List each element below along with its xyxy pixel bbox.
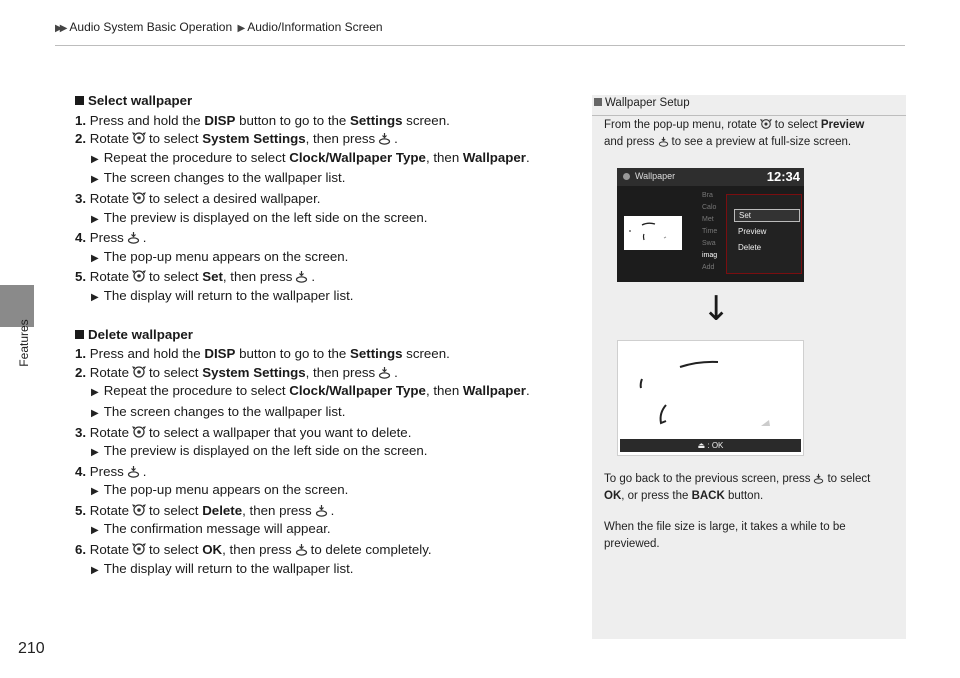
breadcrumb xyxy=(55,20,383,34)
triangle-bullet-icon: ▶ xyxy=(91,564,99,576)
wallpaper-screen-illustration xyxy=(617,168,804,282)
arrow-icon: ▶ xyxy=(237,23,243,34)
step: 2. Rotate to select System Settings, then press . xyxy=(75,364,398,380)
selector-knob-icon xyxy=(132,131,146,145)
step: 5. Rotate to select Delete, then press . xyxy=(75,502,335,518)
sub-step: ▶ Repeat the procedure to select Clock/Wallpaper Type, then Wallpaper. xyxy=(91,383,530,399)
step: 2. Rotate to select System Settings, then press . xyxy=(75,131,398,147)
sub-step: ▶ The preview is displayed on the left side on the screen. xyxy=(91,209,428,225)
double-arrow-icon: ▶▶ xyxy=(55,23,65,34)
step: 1. Press and hold the DISP button to go to the Settings screen. xyxy=(75,346,450,362)
square-bullet-icon xyxy=(75,96,84,105)
selector-knob-icon xyxy=(132,269,146,283)
triangle-bullet-icon: ▶ xyxy=(91,387,99,399)
sub-step: ▶ The pop-up menu appears on the screen. xyxy=(91,248,349,264)
press-knob-icon xyxy=(127,465,140,478)
menu-dot-icon xyxy=(623,173,630,180)
wallpaper-sketch xyxy=(618,341,803,436)
sub-step: ▶ The display will return to the wallpaper list. xyxy=(91,560,354,576)
wallpaper-list-item[interactable]: Swa xyxy=(702,240,716,247)
selector-knob-icon xyxy=(132,503,146,517)
header-divider xyxy=(55,45,905,46)
triangle-bullet-icon: ▶ xyxy=(91,291,99,303)
section-heading: Delete wallpaper xyxy=(75,326,580,345)
step: 1. Press and hold the DISP button to go to the Settings screen. xyxy=(75,112,450,128)
screen-clock: 12:34 xyxy=(766,169,800,184)
selector-knob-icon xyxy=(132,542,146,556)
note-paragraph-2: To go back to the previous screen, press to select OK, or press the BACK button. xyxy=(604,473,871,502)
sub-step: ▶ The pop-up menu appears on the screen. xyxy=(91,482,349,498)
step: 5. Rotate to select Set, then press . xyxy=(75,269,316,285)
wallpaper-list-item[interactable]: Time xyxy=(702,228,718,235)
step: 6. Rotate to select OK, then press to delete completely. xyxy=(75,542,432,558)
triangle-bullet-icon: ▶ xyxy=(91,486,99,498)
step: 4. Press . xyxy=(75,230,147,246)
popup-item-preview[interactable]: Preview xyxy=(738,227,767,236)
triangle-bullet-icon: ▶ xyxy=(91,525,99,537)
preview-bottom-bar: ⏏ : OK xyxy=(620,439,801,452)
wallpaper-list-item[interactable]: Met xyxy=(702,216,714,223)
press-knob-icon xyxy=(127,231,140,244)
selector-knob-icon xyxy=(132,191,146,205)
wallpaper-list-item[interactable]: imag xyxy=(702,252,718,259)
page-number: 210 xyxy=(18,640,45,657)
press-knob-icon xyxy=(813,473,824,484)
selector-knob-icon xyxy=(132,365,146,379)
step: 3. Rotate to select a desired wallpaper. xyxy=(75,190,321,206)
sub-step: ▶ The screen changes to the wallpaper list. xyxy=(91,170,346,186)
wallpaper-preview-thumbnail xyxy=(624,216,682,250)
fullsize-preview-illustration xyxy=(617,340,804,456)
square-bullet-icon xyxy=(75,330,84,339)
press-knob-icon xyxy=(378,366,391,379)
triangle-bullet-icon: ▶ xyxy=(91,252,99,264)
note-paragraph-3: When the file size is large, it takes a while to be previewed. xyxy=(604,521,846,550)
step: 4. Press . xyxy=(75,463,147,479)
note-heading: Wallpaper Setup xyxy=(592,97,906,116)
wallpaper-list-item[interactable]: Calo xyxy=(702,204,717,211)
screen-title: Wallpaper xyxy=(635,171,676,181)
press-knob-icon xyxy=(658,136,669,147)
triangle-bullet-icon: ▶ xyxy=(91,447,99,459)
selector-knob-icon xyxy=(760,118,772,130)
breadcrumb-part1[interactable]: Audio System Basic Operation xyxy=(69,20,233,34)
note-paragraph-1: From the pop-up menu, rotate to select Preview and press to see a preview at full-size screen. xyxy=(604,119,865,148)
section-heading: Select wallpaper xyxy=(75,92,580,111)
triangle-bullet-icon: ▶ xyxy=(91,213,99,225)
press-knob-icon xyxy=(315,504,328,517)
triangle-bullet-icon: ▶ xyxy=(91,174,99,186)
step: 3. Rotate to select a wallpaper that you want to delete. xyxy=(75,424,412,440)
triangle-bullet-icon: ▶ xyxy=(91,153,99,165)
press-knob-icon: ⏏ xyxy=(697,441,706,450)
press-knob-icon xyxy=(295,543,308,556)
press-knob-icon xyxy=(378,132,391,145)
wallpaper-list-item[interactable]: Add xyxy=(702,264,715,271)
wallpaper-list-item[interactable]: Bra xyxy=(702,192,713,199)
sub-step: ▶ Repeat the procedure to select Clock/Wallpaper Type, then Wallpaper. xyxy=(91,149,530,165)
breadcrumb-part2[interactable]: Audio/Information Screen xyxy=(247,20,383,34)
down-arrow-icon: ↓ xyxy=(702,289,731,329)
popup-item-delete[interactable]: Delete xyxy=(738,243,762,252)
sub-step: ▶ The display will return to the wallpaper list. xyxy=(91,287,354,303)
popup-item-set[interactable]: Set xyxy=(734,209,800,222)
note-marker-icon xyxy=(594,98,602,106)
main-content xyxy=(75,92,580,580)
sub-step: ▶ The screen changes to the wallpaper list. xyxy=(91,403,346,419)
popup-menu xyxy=(726,194,802,274)
triangle-bullet-icon: ▶ xyxy=(91,407,99,419)
press-knob-icon xyxy=(295,270,308,283)
sub-step: ▶ The confirmation message will appear. xyxy=(91,521,331,537)
selector-knob-icon xyxy=(132,425,146,439)
sub-step: ▶ The preview is displayed on the left side on the screen. xyxy=(91,443,428,459)
screen-title-bar xyxy=(617,168,804,186)
side-tab-label: Features xyxy=(17,319,31,367)
